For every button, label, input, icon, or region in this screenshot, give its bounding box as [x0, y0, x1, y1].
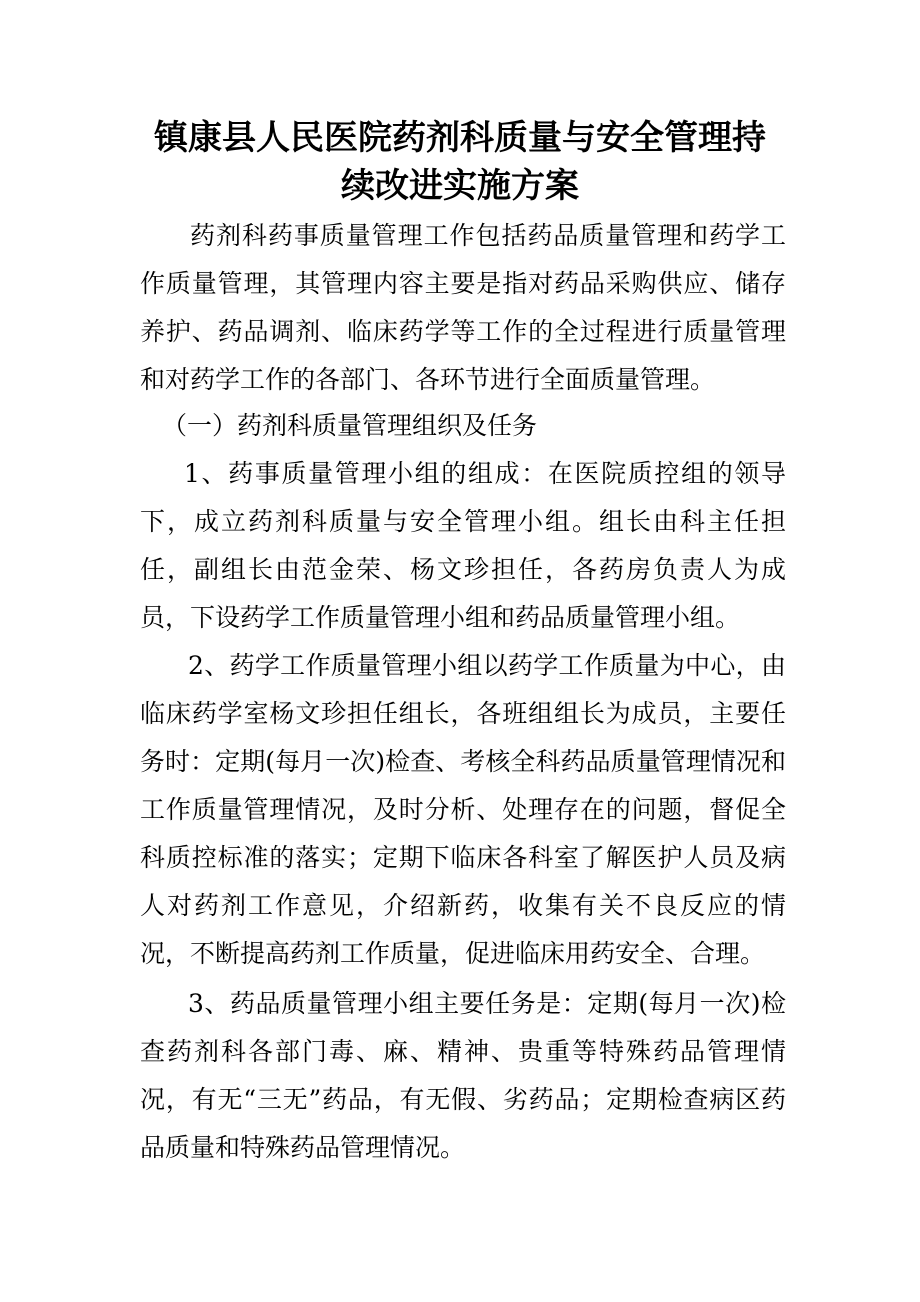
document-title-line-2: 续改进实施方案 [341, 166, 579, 206]
paragraph-item-2: 2、药学工作质量管理小组以药学工作质量为中心，由临床药学室杨文珍担任组长，各班组组长为成员，主要任务时：定期(每月一次)检查、考核全科药品质量管理情况和工作质量管理情况，及时分析、处理存在的问题，督促全科质控标准的落实；定期下临床各科室了解医护人员及病人对药剂工作意见，介绍新药，收集有关不良反应的情况，不断提高药剂工作质量，促进临床用药安全、合理。 [140, 651, 786, 968]
paragraph-item-1: 1、药事质量管理小组的组成：在医院质控组的领导下，成立药剂科质量与安全管理小组。组长由科主任担任，副组长由范金荣、杨文珍担任，各药房负责人为成员，下设药学工作质量管理小组和药品质量管理小组。 [140, 459, 786, 632]
intro-paragraph: 药剂科药事质量管理工作包括药品质量管理和药学工作质量管理，其管理内容主要是指对药品采购供应、储存养护、药品调剂、临床药学等工作的全过程进行质量管理和对药学工作的各部门、各环节进行全面质量管理。 [140, 221, 786, 394]
paragraph-item-3: 3、药品质量管理小组主要任务是：定期(每月一次)检查药剂科各部门毒、麻、精神、贵重等特殊药品管理情况，有无“三无”药品，有无假、劣药品；定期检查病区药品质量和特殊药品管理情况。 [140, 989, 786, 1162]
document-title-line-1: 镇康县人民医院药剂科质量与安全管理持 [154, 118, 766, 158]
section-heading: （一）药剂科质量管理组织及任务 [162, 411, 538, 440]
